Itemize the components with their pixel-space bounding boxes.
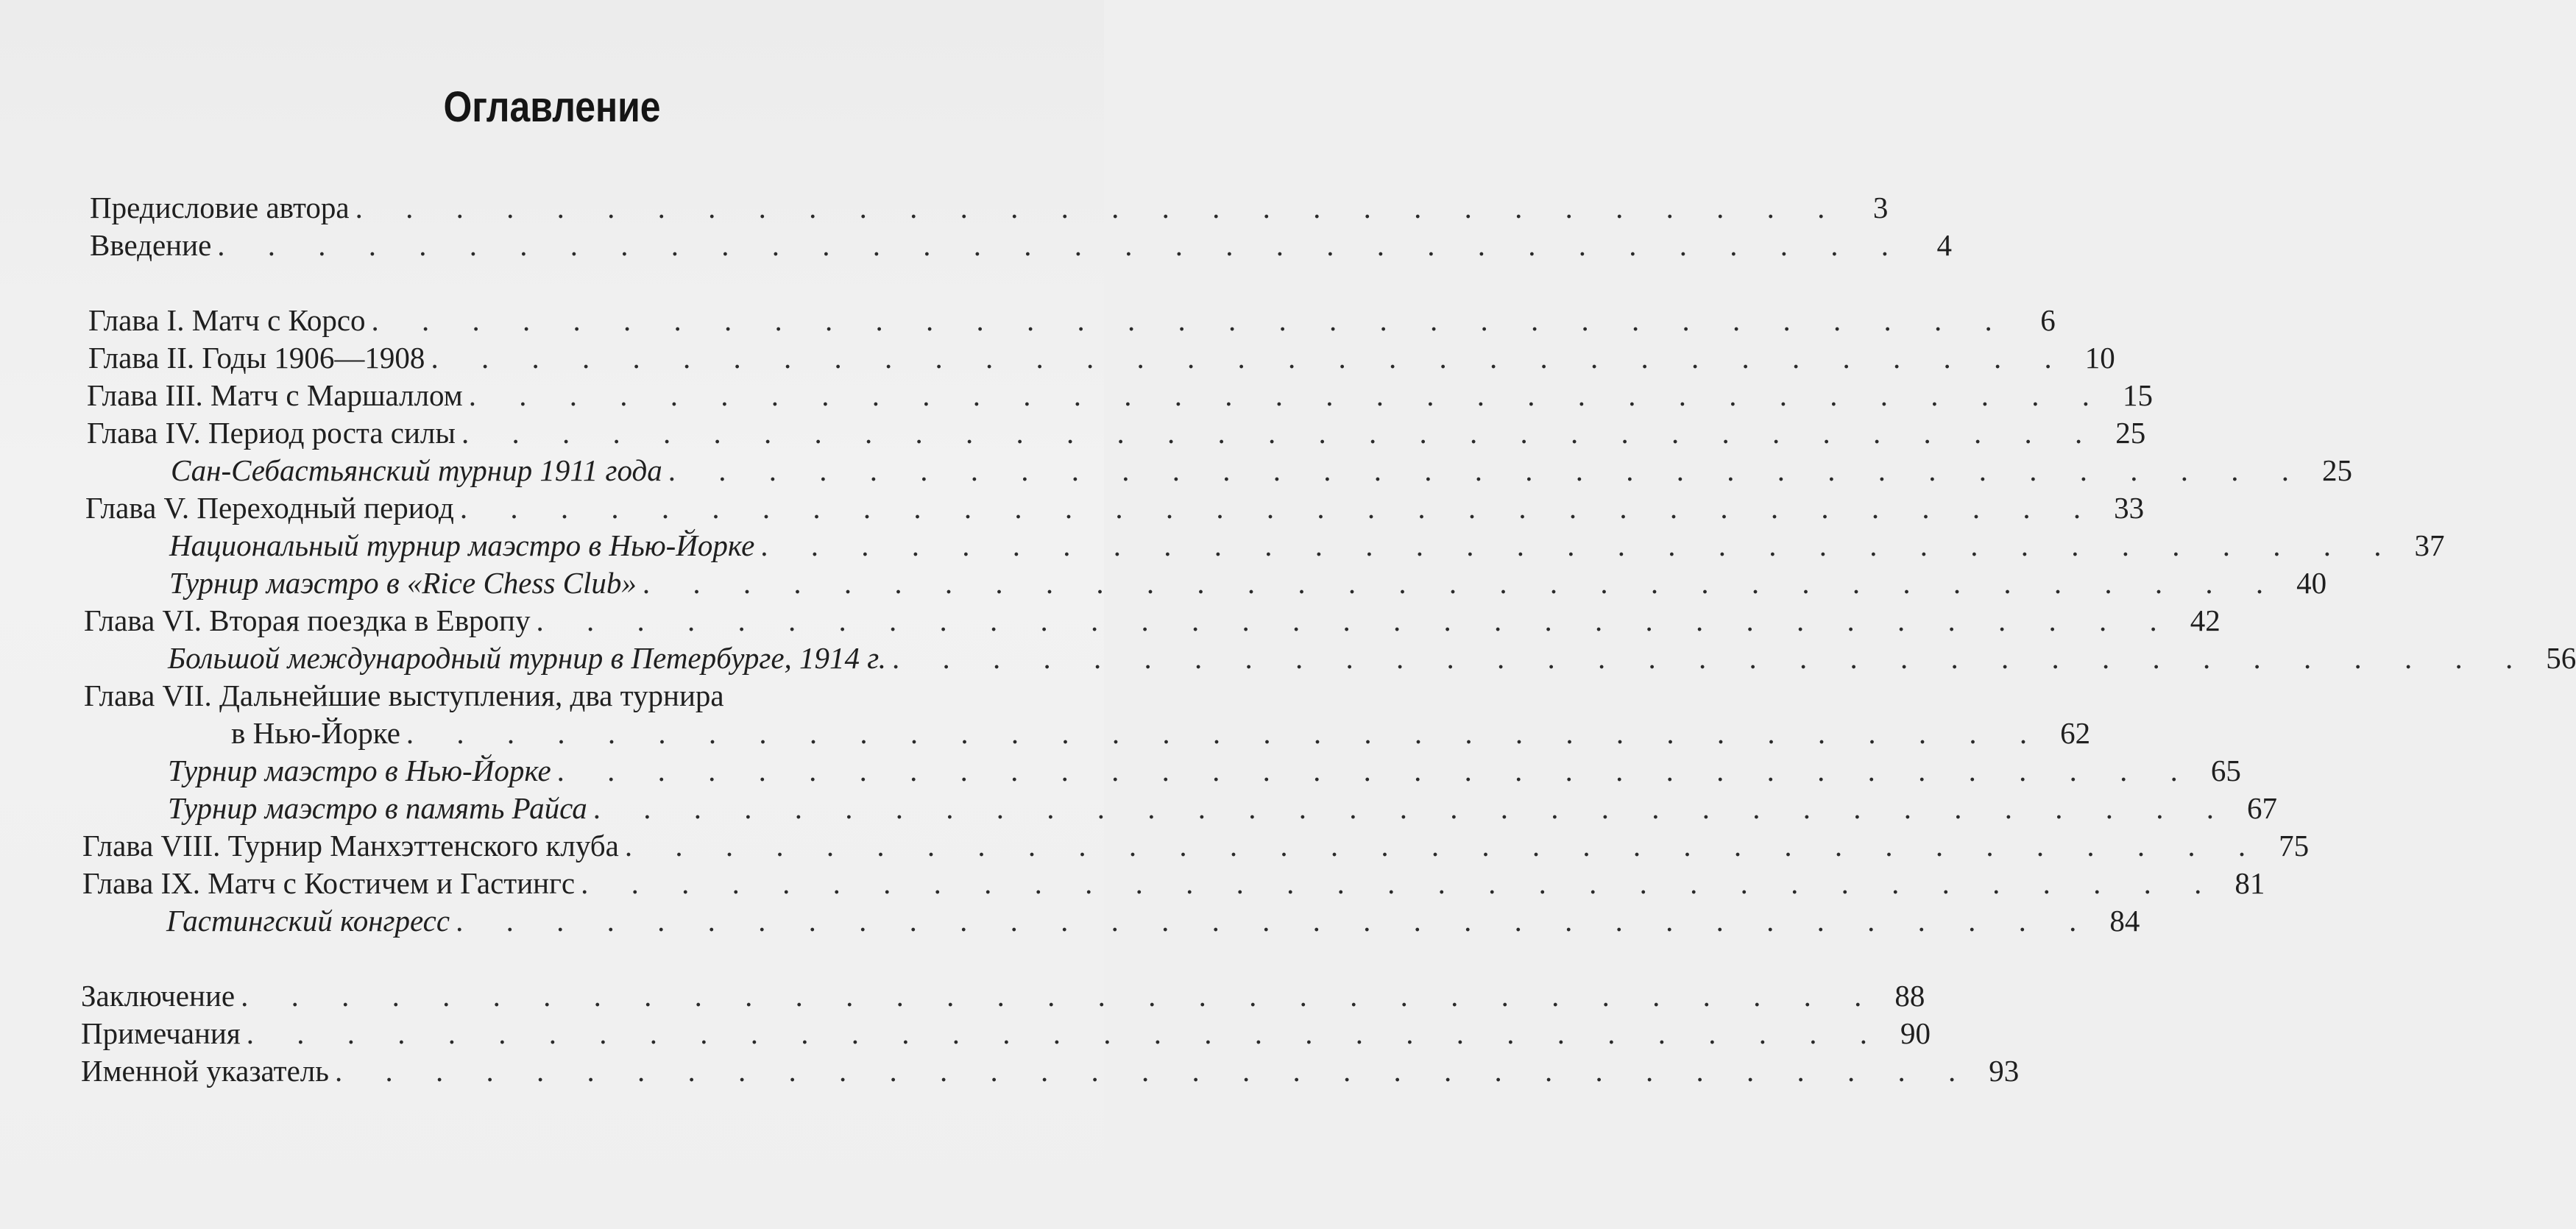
toc-entry-label: Глава IX. Матч с Костичем и Гастингс	[82, 866, 576, 900]
toc-entry-rice-chess-club	[169, 566, 2327, 602]
toc-entry-label: Турнир маэстро в Нью-Йорке	[168, 754, 551, 787]
toc-entry-label: Введение	[90, 228, 212, 262]
toc-entry-page: 4	[1936, 228, 1953, 262]
toc-entry-label: Гастингский конгресс	[166, 904, 450, 938]
toc-entry-label: Именной указатель	[81, 1054, 329, 1088]
toc-entry-name-index	[81, 1054, 2020, 1090]
dot-leader: . . . . . . . . . . . . . . . . . . . . . . . . . . . . . . . . .	[556, 754, 2195, 787]
toc-entry-chapter-8	[82, 829, 2310, 865]
toc-entry-label: Турнир маэстро в память Райса	[168, 791, 587, 825]
dot-leader: . . . . . . . . . . . . . . . . . . . . . . . . . . . . . . . . .	[468, 378, 2107, 412]
toc-entry-hastings-congress	[166, 904, 2140, 940]
dot-leader: . . . . . . . . . . . . . . . . . . . . . . . . . . . . . . . . .	[668, 453, 2307, 487]
toc-entry-label: Сан-Себастьянский турнир 1911 года	[171, 453, 662, 487]
toc-entry-label: Заключение	[81, 979, 236, 1013]
toc-entry-label: Большой международный турнир в Петербурге, 1914 г.	[168, 641, 887, 675]
toc-entry-label: Предисловие автора	[90, 191, 350, 224]
toc-entry-chapter-1	[88, 303, 2056, 339]
toc-entry-label: Глава I. Матч с Корсо	[88, 303, 366, 337]
toc-entry-label: Национальный турнир маэстро в Нью-Йорке	[169, 528, 755, 562]
toc-entry-notes	[81, 1016, 1931, 1052]
toc-entry-san-sebastian	[171, 453, 2353, 489]
dot-leader: . . . . . . . . . . . . . . . . . . . . . . . . . . . . . .	[355, 191, 1843, 224]
toc-entry-page: 25	[2322, 453, 2353, 487]
dot-leader: . . . . . . . . . . . . . . . . . . . . . . . . . . . . . . . . . .	[217, 228, 1907, 262]
toc-entry-page: 62	[2060, 716, 2091, 750]
toc-entry-label: Глава IV. Период роста силы	[87, 416, 456, 450]
toc-entry-label: Глава VII. Дальнейшие выступления, два турнира	[84, 679, 724, 712]
toc-entry-page: 33	[2114, 491, 2145, 525]
toc-entry-label: Глава V. Переходный период	[85, 491, 454, 525]
toc-entry-petersburg	[168, 641, 2576, 677]
toc-entry-ny-masters	[168, 754, 2241, 790]
dot-leader: . . . . . . . . . . . . . . . . . . . . . . . . . . . . . . . . .	[371, 303, 2010, 337]
toc-entry-label: Глава II. Годы 1906—1908	[88, 341, 425, 375]
toc-entry-chapter-6	[84, 603, 2221, 640]
toc-entry-chapter-7-continued	[231, 716, 2091, 752]
toc-entry-label: Глава III. Матч с Маршаллом	[87, 378, 463, 412]
toc-entry-national-tournament	[169, 528, 2445, 564]
toc-entry-chapter-2	[88, 341, 2115, 377]
toc-entry-page: 81	[2234, 866, 2265, 900]
page-title: Оглавление	[443, 83, 661, 131]
toc-entry-label: в Нью-Йорке	[231, 716, 400, 750]
toc-entry-chapter-9	[82, 866, 2265, 902]
toc-entry-page: 42	[2190, 603, 2221, 637]
dot-leader: . . . . . . . . . . . . . . . . . . . . . . . . . . . . . . . . .	[241, 979, 1880, 1013]
toc-entry-chapter-4	[87, 416, 2146, 452]
dot-leader: . . . . . . . . . . . . . . . . . . . . . . . . . . . . . . . . .	[461, 416, 2101, 450]
dot-leader: . . . . . . . . . . . . . . . . . . . . . . . . . . . . . . . . .	[456, 904, 2095, 938]
toc-entry-label: Примечания	[81, 1016, 241, 1050]
dot-leader: . . . . . . . . . . . . . . . . . . . . . . . . . . . . . . . . .	[334, 1054, 1974, 1088]
toc-entry-preface	[90, 191, 1889, 227]
toc-entry-chapter-5	[85, 491, 2145, 527]
toc-entry-page: 88	[1894, 979, 1925, 1013]
dot-leader: . . . . . . . . . . . . . . . . . . . . . . . . . . . . . . . . .	[592, 791, 2232, 825]
toc-entry-page: 65	[2210, 754, 2241, 787]
toc-entry-page: 37	[2414, 528, 2445, 562]
toc-entry-page: 15	[2122, 378, 2153, 412]
toc-entry-page: 25	[2115, 416, 2146, 450]
toc-entry-page: 90	[1900, 1016, 1931, 1050]
dot-leader: . . . . . . . . . . . . . . . . . . . . . . . . . . . . . . . . .	[246, 1016, 1885, 1050]
dot-leader: . . . . . . . . . . . . . . . . . . . . . . . . . . . . . . . . .	[624, 829, 2264, 863]
dot-leader: . . . . . . . . . . . . . . . . . . . . . . . . . . . . . . . . .	[406, 716, 2045, 750]
dot-leader: . . . . . . . . . . . . . . . . . . . . . . . . . . . . . . . . .	[581, 866, 2220, 900]
toc-entry-page: 75	[2279, 829, 2310, 863]
toc-entry-page: 40	[2296, 566, 2327, 600]
toc-entry-introduction	[90, 228, 1953, 264]
toc-entry-chapter-7	[84, 681, 1048, 715]
dot-leader: . . . . . . . . . . . . . . . . . . . . . . . . . . . . . . . . .	[431, 341, 2070, 375]
toc-entry-page: 6	[2040, 303, 2056, 337]
dot-leader: . . . . . . . . . . . . . . . . . . . . . . . . . . . . . . . . .	[459, 491, 2099, 525]
toc-entry-chapter-3	[87, 378, 2153, 414]
dot-leader: . . . . . . . . . . . . . . . . . . . . . . . . . . . . . . . . .	[892, 641, 2531, 675]
toc-entry-conclusion	[81, 979, 1925, 1015]
toc-entry-page: 93	[1989, 1054, 2020, 1088]
toc-entry-page: 84	[2109, 904, 2140, 938]
toc-entry-label: Глава VI. Вторая поездка в Европу	[84, 603, 531, 637]
toc-entry-page: 3	[1872, 191, 1889, 224]
toc-entry-label: Турнир маэстро в «Rice Chess Club»	[169, 566, 637, 600]
dot-leader: . . . . . . . . . . . . . . . . . . . . . . . . . . . . . . . . .	[760, 528, 2399, 562]
toc-entry-label: Глава VIII. Турнир Манхэттенского клуба	[82, 829, 619, 863]
toc-entry-page: 56	[2546, 641, 2576, 675]
toc-entry-page: 67	[2247, 791, 2277, 825]
dot-leader: . . . . . . . . . . . . . . . . . . . . . . . . . . . . . . . . .	[642, 566, 2282, 600]
toc-entry-page: 10	[2084, 341, 2115, 375]
dot-leader: . . . . . . . . . . . . . . . . . . . . . . . . . . . . . . . . .	[536, 603, 2175, 637]
toc-entry-rice-memorial	[168, 791, 2277, 827]
